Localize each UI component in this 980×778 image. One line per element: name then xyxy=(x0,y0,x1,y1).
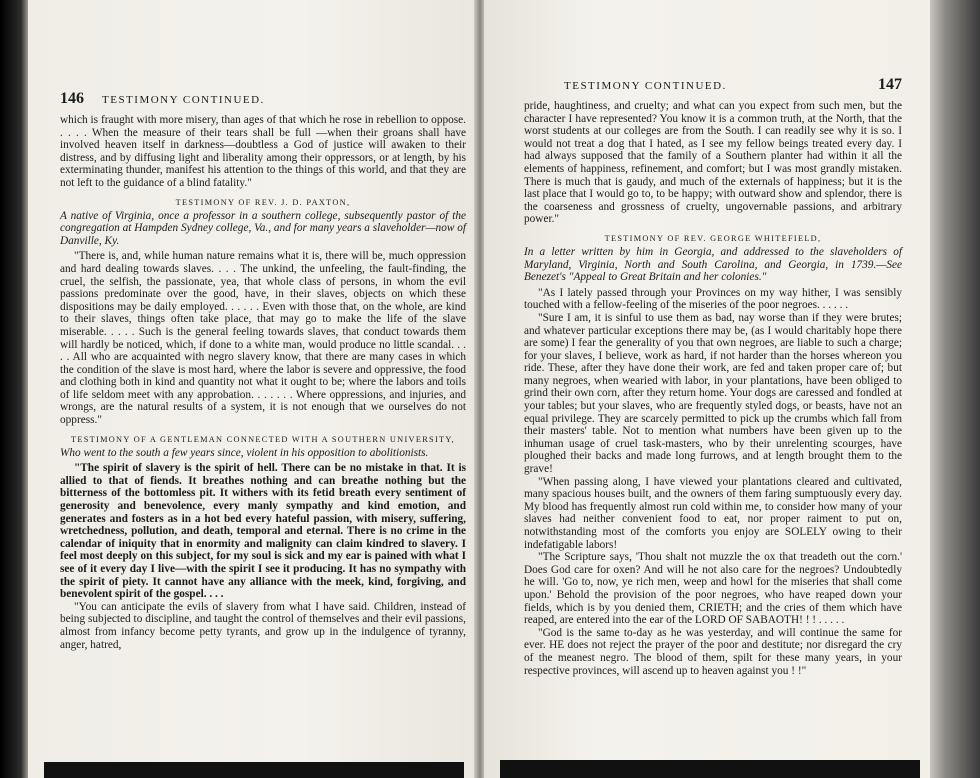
scan-right-edge xyxy=(930,0,980,778)
scan-bottom-shadow-left xyxy=(44,762,464,778)
gentleman-paragraph-2: "You can anticipate the evils of slavery from what I have said. Children, instead of being subjected to discipline, and taught the control of themselves and their evil passions, almost from infancy become petty tyrants, and grow up in the indulgence of tyranny, anger, hatred, xyxy=(60,600,466,651)
gentleman-paragraph-1: "The spirit of slavery is the spirit of hell. There can be no mistake in that. It is allied to that of fiends. It breathes nothing and can breathe nothing but the bitterness of the bottomless pit. It withers with its fetid breath every sentiment of generosity and benevolence, every manly sympathy and kind emotion, and generates and fosters as in a hot bed every hateful passion, with misery, suffering, wretchedness, pollution, and death, temporal and eternal. There is no crime in the calendar of iniquity that in enormity and malignity can claim kindred to slavery. I feel most deeply on this subject, for my soul is sick and my ear is pained with what I see of it every day I live—with the spirit I see it producing. It has no sympathy with the spirit of piety. It cannot have any alliance with the meek, kind, forgiving, and benevolent spirit of the gospel. . . . xyxy=(60,462,466,601)
left-page xyxy=(28,0,480,778)
right-top-paragraph: pride, haughtiness, and cruelty; and what can you expect from such men, but the character I have represented? You know it is a common truth, at the North, that the worst students at our colleges are from the South. I can readily see why it is so. I would not treat a dog that I hated, as I see my fellow beings treated every day. I had always supposed that the family of a Southern planter had within it all the elements of happiness, refinement, and comfort; but I was most grandly mistaken. There is much that is gaudy, and much of the externals of happiness; but it is the last place that I would go to, to be happy; with outward show and splendor, there is the coarseness and grossness of cruelty, ungovernable passions, and arbitrary power." xyxy=(524,100,902,226)
whitefield-heading: TESTIMONY OF REV. GEORGE WHITEFIELD, xyxy=(604,233,822,243)
gentleman-heading: TESTIMONY OF A GENTLEMAN CONNECTED WITH A SOUTHERN UNIVERSITY, xyxy=(71,434,455,444)
left-running-title: TESTIMONY CONTINUED. xyxy=(102,94,265,106)
whitefield-paragraph-4: "The Scripture says, 'Thou shalt not muzzle the ox that treadeth out the corn.' Does God care for oxen? And will he not also care for the negroes? Undoubtedly he will. 'Go to, now, ye rich men, weep and howl for the miseries that shall come upon.' Behold the provision of the poor negroes, who have reaped down your fields, which is by you denied them, CRIETH; and the cries of them which have reaped, are entered into the ear of the LORD OF SABAOTH! ! ! . . . . . xyxy=(524,551,902,627)
whitefield-paragraph-1: "As I lately passed through your Provinces on my way hither, I was sensibly touched with a fellow-feeling of the miseries of the poor negroes. . . . . . xyxy=(524,286,902,312)
left-top-paragraph: which is fraught with more misery, than ages of that which he rose in rebellion to oppose. . . . . When the measure of their tears shall be full —when their groans shall have involved heaven itself in darkness—doubtless a God of justice will awaken to their distress, and by diffusing light and liberality among their oppressors, or at length, by his exterminating thunder, manifest his attention to the things of this world, and that they are not left to the guidance of a blind fatality." xyxy=(60,114,466,189)
scan-left-edge xyxy=(0,0,30,778)
paxton-subheading: A native of Virginia, once a professor in a southern college, subsequently pastor of the congregation at Hampden Sydney college, Va., and for many years a slaveholder—now of Danville, Ky. xyxy=(60,209,466,247)
right-page-number: 147 xyxy=(878,76,902,93)
left-running-head xyxy=(60,90,466,108)
scan-bottom-shadow-right xyxy=(500,760,920,778)
whitefield-paragraph-3: "When passing along, I have viewed your plantations cleared and cultivated, many spacious houses built, and the owners of them faring sumptuously every day. My blood has frequently almost run cold within me, to consider how many of your slaves had neither convenient food to eat, nor proper raiment to put on, notwithstanding most of the comforts you enjoy are SOLELY owing to their indefatigable labors! xyxy=(524,475,902,551)
right-running-head xyxy=(524,76,902,94)
whitefield-paragraph-2: "Sure I am, it is sinful to use them as bad, nay worse than if they were brutes; and whatever particular exceptions there may be, (as I would charitably hope there are some) I fear the generality of you that own negroes, are liable to such a charge; for your slaves, I believe, work as hard, if not harder than the horses whereon you ride. These, after they have done their work, are fed and taken proper care of; but many negroes, when wearied with labor, in your plantations, have been obliged to grind their own corn, after they return home. Your dogs are caressed and fondled at your tables; but your slaves, who are frequently styled dogs, or beasts, have not an equal privilege. They are scarcely permitted to pick up the crumbs which fall from their masters' table. Not to mention what numbers have been given up to the inhuman usage of cruel task-masters, who by their unrelenting scourges, have ploughed their backs and made long furrows, and at length brought them to the grave! xyxy=(524,311,902,476)
left-page-number: 146 xyxy=(60,90,84,107)
whitefield-subheading: In a letter written by him in Georgia, and addressed to the slaveholders of Maryland, Virginia, North and South Carolina, and Georgia, in 1739.—See Benezet's "Appeal to Great Britain and her colonies." xyxy=(524,245,902,284)
whitefield-paragraph-5: "God is the same to-day as he was yesterday, and will continue the same for ever. HE does not reject the prayer of the poor and destitute; nor disregard the cry of the meanest negro. The blood of them, spilt for these many years, in your respective provinces, will ascend up to heaven against you ! !" xyxy=(524,626,902,677)
right-page xyxy=(484,0,932,778)
paxton-paragraph: "There is, and, while human nature remains what it is, there will be, much oppression and hard dealing towards slaves. . . . The unkind, the unfeeling, the fault-finding, the cruel, the selfish, the passionate, yea, that whole class of persons, in whom the evil passions predominate over the good, have, in their slaves, objects on which these dispositions may be daily employed. . . . . . Even with those that, on the whole, are kind to their slaves, things often take place, that may go to make the life of the slave miserable. . . . . Such is the general feeling towards slaves, that conduct towards them will hardly be noticed, which, if done to a white man, would produce no little scandal. . . . . All who are acquainted with negro slavery know, that there are many cases in which the condition of the slave is most hard, where the labor is severe and oppressive, the food and clothing both in kind and quantity not what it ought to be; where the labors and toils of life seldom meet with any approbation. . . . . . . Where oppressions, and injuries, and wrongs, are the natural results of a system, it is not enough that we ourselves do not oppress." xyxy=(60,250,466,427)
right-running-title: TESTIMONY CONTINUED. xyxy=(564,80,727,92)
gentleman-subheading: Who went to the south a few years since, violent in his opposition to abolitionists. xyxy=(60,446,429,459)
paxton-heading: TESTIMONY OF REV. J. D. PAXTON, xyxy=(175,197,351,207)
